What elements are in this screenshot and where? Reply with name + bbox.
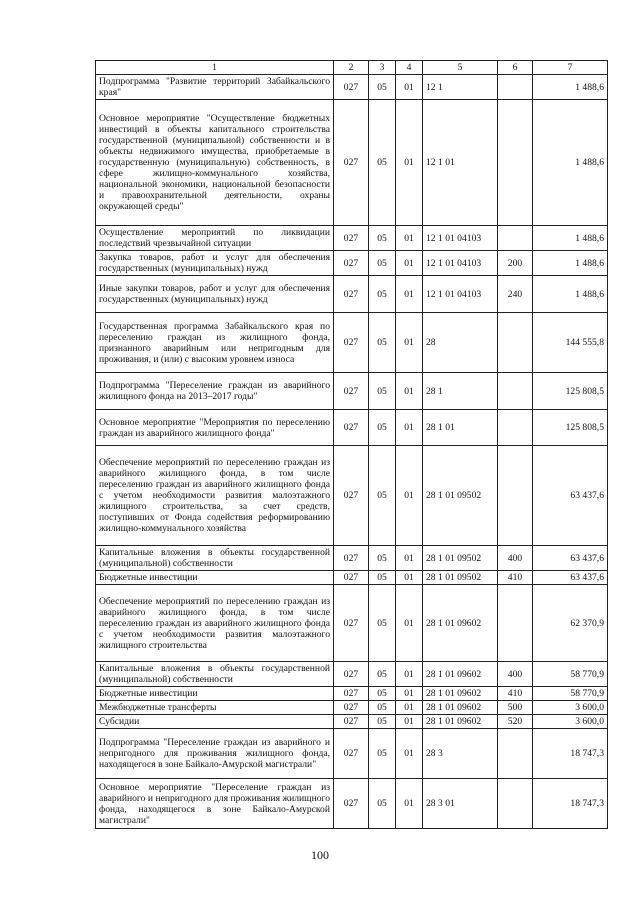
cell-name: Бюджетные инвестиции [96, 687, 334, 701]
cell-expense-type: 240 [498, 276, 533, 313]
cell-section: 05 [369, 779, 396, 829]
cell-amount: 63 437,6 [533, 546, 608, 571]
cell-name: Подпрограмма "Переселение граждан из аварийного жилищного фонда на 2013–2017 годы" [96, 373, 334, 410]
cell-amount: 1 488,6 [533, 100, 608, 226]
cell-name: Межбюджетные трансферты [96, 701, 334, 715]
cell-target-article: 28 3 01 [423, 779, 498, 829]
cell-amount: 62 370,9 [533, 585, 608, 662]
cell-amount: 63 437,6 [533, 571, 608, 585]
table-row [96, 585, 608, 662]
cell-grbs: 027 [334, 446, 369, 546]
cell-subsection: 01 [396, 662, 423, 687]
table-header-row [96, 61, 608, 75]
cell-expense-type [498, 100, 533, 226]
cell-name: Основное мероприятие "Переселение граждан из аварийного и непригодного для проживания жилищного фонда, находящегося в зоне Байкало-Амурской магистрали" [96, 779, 334, 829]
cell-name: Обеспечение мероприятий по переселению граждан из аварийного жилищного фонда, в том числе переселению граждан из аварийного жилищного фонда с учетом необходимости развития малоэтажного жилищного строительства [96, 585, 334, 662]
cell-grbs: 027 [334, 226, 369, 251]
cell-subsection: 01 [396, 687, 423, 701]
cell-target-article: 12 1 [423, 75, 498, 100]
cell-target-article: 28 1 01 09602 [423, 701, 498, 715]
cell-target-article: 12 1 01 04103 [423, 276, 498, 313]
cell-grbs: 027 [334, 276, 369, 313]
cell-grbs: 027 [334, 546, 369, 571]
cell-expense-type [498, 729, 533, 779]
cell-name: Бюджетные инвестиции [96, 571, 334, 585]
table-row [96, 410, 608, 446]
cell-amount: 1 488,6 [533, 226, 608, 251]
cell-section: 05 [369, 662, 396, 687]
cell-amount: 125 808,5 [533, 410, 608, 446]
cell-grbs: 027 [334, 585, 369, 662]
cell-subsection: 01 [396, 715, 423, 729]
cell-target-article: 28 1 01 09602 [423, 687, 498, 701]
cell-grbs: 027 [334, 410, 369, 446]
cell-expense-type [498, 75, 533, 100]
cell-target-article: 12 1 01 04103 [423, 226, 498, 251]
cell-subsection: 01 [396, 251, 423, 276]
cell-grbs: 027 [334, 251, 369, 276]
cell-target-article: 28 3 [423, 729, 498, 779]
table-body [96, 75, 608, 829]
cell-target-article: 28 1 01 09602 [423, 715, 498, 729]
cell-subsection: 01 [396, 373, 423, 410]
cell-grbs: 027 [334, 729, 369, 779]
cell-subsection: 01 [396, 226, 423, 251]
cell-name: Осуществление мероприятий по ликвидации последствий чрезвычайной ситуации [96, 226, 334, 251]
cell-expense-type: 520 [498, 715, 533, 729]
cell-amount: 125 808,5 [533, 373, 608, 410]
cell-grbs: 027 [334, 313, 369, 373]
budget-table [95, 60, 608, 829]
table-row [96, 779, 608, 829]
cell-target-article: 28 1 01 [423, 410, 498, 446]
cell-section: 05 [369, 546, 396, 571]
cell-expense-type: 500 [498, 701, 533, 715]
cell-expense-type [498, 226, 533, 251]
table-row [96, 701, 608, 715]
cell-target-article: 28 1 01 09502 [423, 571, 498, 585]
cell-subsection: 01 [396, 701, 423, 715]
cell-section: 05 [369, 585, 396, 662]
cell-target-article: 28 1 01 09602 [423, 585, 498, 662]
cell-target-article: 28 1 01 09502 [423, 546, 498, 571]
cell-name: Капитальные вложения в объекты государственной (муниципальной) собственности [96, 662, 334, 687]
cell-amount: 1 488,6 [533, 75, 608, 100]
cell-expense-type: 200 [498, 251, 533, 276]
cell-target-article: 12 1 01 [423, 100, 498, 226]
cell-expense-type [498, 313, 533, 373]
cell-section: 05 [369, 687, 396, 701]
cell-amount: 1 488,6 [533, 251, 608, 276]
cell-expense-type: 410 [498, 571, 533, 585]
cell-name: Иные закупки товаров, работ и услуг для обеспечения государственных (муниципальных) нужд [96, 276, 334, 313]
cell-grbs: 027 [334, 100, 369, 226]
table-row [96, 251, 608, 276]
cell-subsection: 01 [396, 410, 423, 446]
table-row [96, 226, 608, 251]
cell-subsection: 01 [396, 585, 423, 662]
cell-section: 05 [369, 571, 396, 585]
cell-section: 05 [369, 410, 396, 446]
table-row [96, 75, 608, 100]
cell-section: 05 [369, 715, 396, 729]
cell-target-article: 28 1 01 09502 [423, 446, 498, 546]
cell-grbs: 027 [334, 373, 369, 410]
cell-grbs: 027 [334, 701, 369, 715]
cell-expense-type [498, 585, 533, 662]
cell-subsection: 01 [396, 546, 423, 571]
cell-subsection: 01 [396, 729, 423, 779]
header-col-5: 5 [423, 61, 498, 75]
header-col-7: 7 [533, 61, 608, 75]
header-col-2: 2 [334, 61, 369, 75]
cell-subsection: 01 [396, 571, 423, 585]
table-row [96, 446, 608, 546]
cell-grbs: 027 [334, 687, 369, 701]
cell-name: Основное мероприятие "Осуществление бюджетных инвестиций в объекты капитального строительства государственной (муниципальной) собственности и в объекты недвижимого имущества, приобретаемые в государственную (муниципальную) собственность, в сфере жилищно-коммунального хозяйства, национальной экономики, национальной безопасности и правоохранительной деятельности, охраны окружающей среды" [96, 100, 334, 226]
table-row [96, 276, 608, 313]
cell-section: 05 [369, 729, 396, 779]
cell-name: Основное мероприятие "Мероприятия по переселению граждан из аварийного жилищного фонда" [96, 410, 334, 446]
cell-amount: 3 600,0 [533, 701, 608, 715]
header-col-3: 3 [369, 61, 396, 75]
cell-name: Государственная программа Забайкальского края по переселению граждан из жилищного фонда, признанного аварийным или непригодным для проживания, и (или) с высоким уровнем износа [96, 313, 334, 373]
cell-amount: 58 770,9 [533, 687, 608, 701]
cell-target-article: 28 1 [423, 373, 498, 410]
cell-expense-type: 400 [498, 546, 533, 571]
cell-name: Подпрограмма "Развитие территорий Забайкальского края" [96, 75, 334, 100]
table-row [96, 313, 608, 373]
table-row [96, 546, 608, 571]
cell-name: Подпрограмма "Переселение граждан из аварийного и непригодного для проживания жилищного фонда, находящегося в зоне Байкало-Амурской магистрали" [96, 729, 334, 779]
cell-name: Закупка товаров, работ и услуг для обеспечения государственных (муниципальных) нужд [96, 251, 334, 276]
header-col-6: 6 [498, 61, 533, 75]
header-col-1: 1 [96, 61, 334, 75]
cell-amount: 1 488,6 [533, 276, 608, 313]
cell-expense-type [498, 410, 533, 446]
cell-section: 05 [369, 373, 396, 410]
cell-expense-type [498, 373, 533, 410]
cell-subsection: 01 [396, 313, 423, 373]
cell-expense-type: 400 [498, 662, 533, 687]
cell-section: 05 [369, 100, 396, 226]
cell-grbs: 027 [334, 75, 369, 100]
table-row [96, 100, 608, 226]
cell-section: 05 [369, 313, 396, 373]
page-number: 100 [311, 848, 329, 862]
cell-subsection: 01 [396, 276, 423, 313]
cell-target-article: 12 1 01 04103 [423, 251, 498, 276]
cell-section: 05 [369, 701, 396, 715]
cell-grbs: 027 [334, 571, 369, 585]
cell-section: 05 [369, 446, 396, 546]
cell-amount: 18 747,3 [533, 729, 608, 779]
cell-grbs: 027 [334, 779, 369, 829]
table-row [96, 687, 608, 701]
table-row [96, 373, 608, 410]
cell-section: 05 [369, 75, 396, 100]
cell-subsection: 01 [396, 446, 423, 546]
header-col-4: 4 [396, 61, 423, 75]
cell-section: 05 [369, 226, 396, 251]
cell-expense-type [498, 779, 533, 829]
cell-expense-type [498, 446, 533, 546]
table-row [96, 571, 608, 585]
cell-grbs: 027 [334, 662, 369, 687]
table-row [96, 662, 608, 687]
table-row [96, 729, 608, 779]
cell-subsection: 01 [396, 75, 423, 100]
cell-section: 05 [369, 276, 396, 313]
cell-amount: 58 770,9 [533, 662, 608, 687]
cell-grbs: 027 [334, 715, 369, 729]
cell-amount: 144 555,8 [533, 313, 608, 373]
cell-target-article: 28 1 01 09602 [423, 662, 498, 687]
cell-name: Обеспечение мероприятий по переселению граждан из аварийного жилищного фонда, в том числе переселению граждан из аварийного жилищного фонда с учетом необходимости развития малоэтажного жилищного строительства, за счет средств, поступивших от Фонда содействия реформированию жилищно-коммунального хозяйства [96, 446, 334, 546]
cell-amount: 3 600,0 [533, 715, 608, 729]
cell-amount: 63 437,6 [533, 446, 608, 546]
cell-name: Капитальные вложения в объекты государственной (муниципальной) собственности [96, 546, 334, 571]
cell-section: 05 [369, 251, 396, 276]
table-row [96, 715, 608, 729]
cell-name: Субсидии [96, 715, 334, 729]
cell-target-article: 28 [423, 313, 498, 373]
cell-expense-type: 410 [498, 687, 533, 701]
cell-amount: 18 747,3 [533, 779, 608, 829]
cell-subsection: 01 [396, 100, 423, 226]
cell-subsection: 01 [396, 779, 423, 829]
